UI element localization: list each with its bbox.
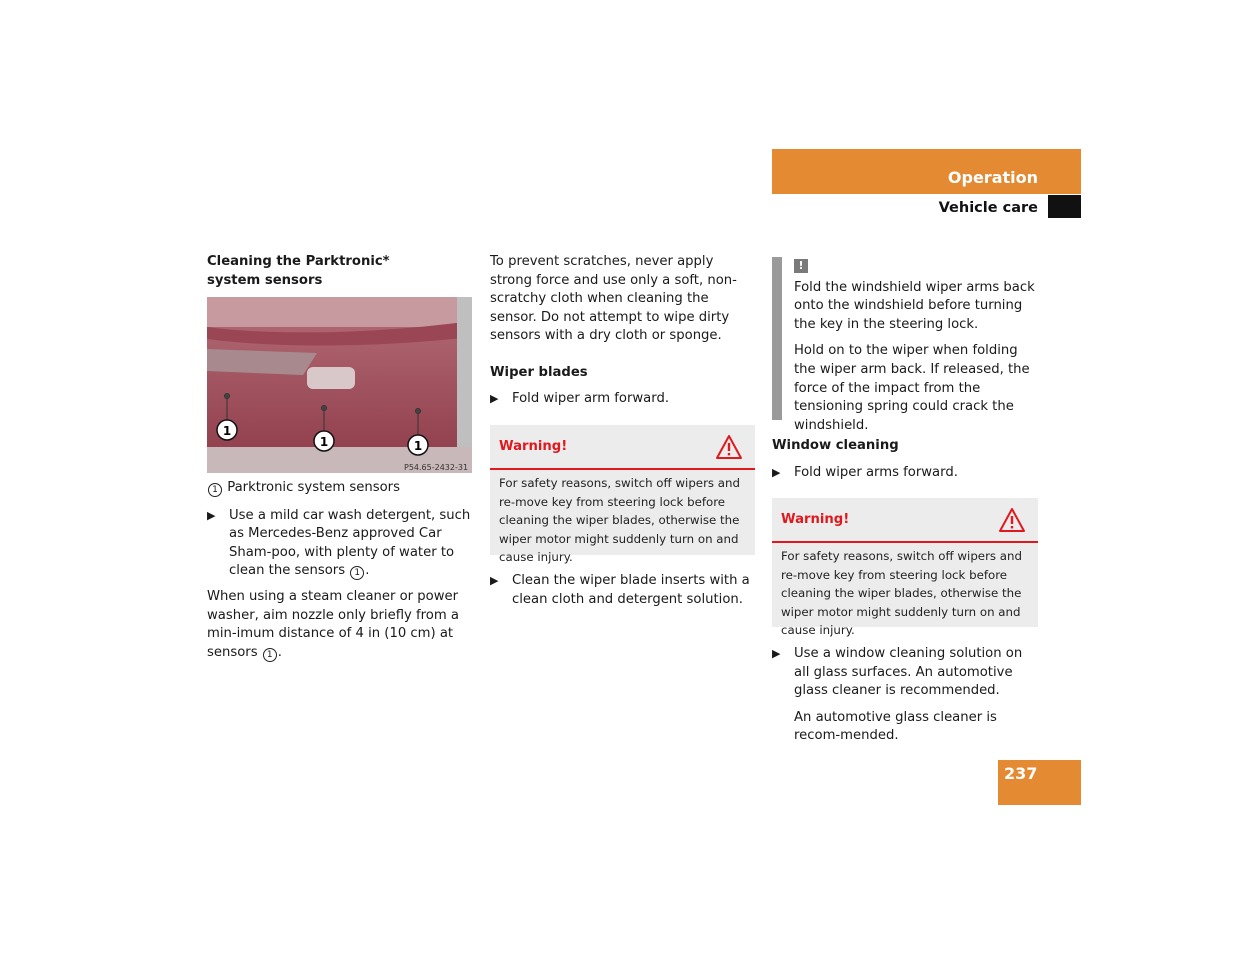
column-1-body — [207, 479, 475, 662]
column-1 — [207, 253, 475, 290]
bullet-triangle-icon: ▶ — [772, 647, 781, 660]
scratch-prevention-paragraph: To prevent scratches, never apply strong force and use only a soft, non-scratchy cloth when cleaning the sensor. Do not attempt to wipe dirty sensors with a dry cloth or sponge. — [490, 254, 737, 344]
section-header-bar — [772, 149, 1081, 194]
section-title: Operation — [947, 168, 1038, 187]
bullet-triangle-icon: ▶ — [490, 574, 499, 587]
bullet-triangle-icon: ▶ — [772, 465, 781, 479]
steam-cleaner-paragraph: When using a steam cleaner or power washer, aim nozzle only briefly from a min-imum distance of 4 in (10 cm) at sensors 1 . — [207, 588, 459, 660]
warning-header — [490, 425, 755, 470]
figure-caption: 1 Parktronic system sensors — [207, 479, 475, 498]
list-item: ▶ Fold wiper arms forward. — [772, 464, 1040, 483]
list-item: ▶ Clean the wiper blade inserts with a clean cloth and detergent solution. — [490, 573, 750, 607]
subsection-tab-marker — [1048, 195, 1081, 218]
warning-box-window-cleaning — [772, 498, 1038, 638]
bumper-sensors-photo — [207, 297, 472, 473]
column-3-body — [772, 437, 1040, 482]
subsection-title: Vehicle care — [938, 200, 1038, 216]
list-item: ▶ Fold wiper arm forward. — [490, 390, 756, 409]
notice-paragraph-1: Fold the windshield wiper arms back onto the windshield before turning the key in the steering lock. — [794, 279, 1035, 332]
callout-1-middle — [314, 431, 334, 451]
bullet-triangle-icon: ▶ — [490, 391, 499, 405]
page-number-tab — [998, 760, 1081, 805]
window-cleaning-heading: Window cleaning — [772, 438, 899, 453]
exclamation-icon: ! — [794, 259, 808, 273]
page-number: 237 — [1004, 764, 1038, 783]
column-2-lower — [490, 572, 756, 609]
list-item: ▶ Use a window cleaning solution on all glass surfaces. An automotive glass cleaner is recommended. — [772, 646, 1023, 699]
bullet-triangle-icon: ▶ — [207, 508, 216, 522]
warning-triangle-icon — [998, 507, 1026, 533]
notice-sidebar — [772, 257, 782, 420]
svg-text:1: 1 — [413, 439, 423, 453]
notice-box — [772, 257, 1040, 433]
parktronic-heading: Cleaning the Parktronic* system sensors — [207, 254, 390, 288]
warning-text: For safety reasons, switch off wipers and re-move key from steering lock before cleaning the wiper blades, otherwise the wiper motor might suddenly turn on and cause injury. — [781, 549, 1023, 638]
callout-1-left — [217, 420, 237, 440]
notice-paragraph-2: Hold on to the wiper when folding the wiper arm back. If released, the force of the impact from the tensioning spring could crack the windshield. — [794, 343, 1030, 433]
warning-text: For safety reasons, switch off wipers and re-move key from steering lock before cleaning the wiper blades, otherwise the wiper motor might suddenly turn on and cause injury. — [499, 476, 741, 565]
warning-title: Warning! — [499, 439, 568, 454]
figure-code: P54.65-2432-31 — [404, 463, 469, 472]
wiper-blades-heading: Wiper blades — [490, 364, 588, 380]
glass-cleaner-paragraph: An automotive glass cleaner is recom-mended. — [794, 709, 997, 744]
warning-box-wiper-blades — [490, 425, 755, 565]
svg-text:1: 1 — [222, 424, 232, 438]
warning-triangle-icon — [715, 434, 743, 460]
warning-header — [772, 498, 1038, 543]
column-2 — [490, 253, 756, 408]
column-3-lower — [772, 645, 1040, 746]
list-item: ▶ Use a mild car wash detergent, such as Mercedes-Benz approved Car Sham-poo, with plenty of water to clean the sensors 1 . — [207, 507, 471, 579]
callout-1-right — [408, 435, 428, 455]
warning-title: Warning! — [781, 512, 850, 527]
svg-text:1: 1 — [319, 435, 329, 449]
